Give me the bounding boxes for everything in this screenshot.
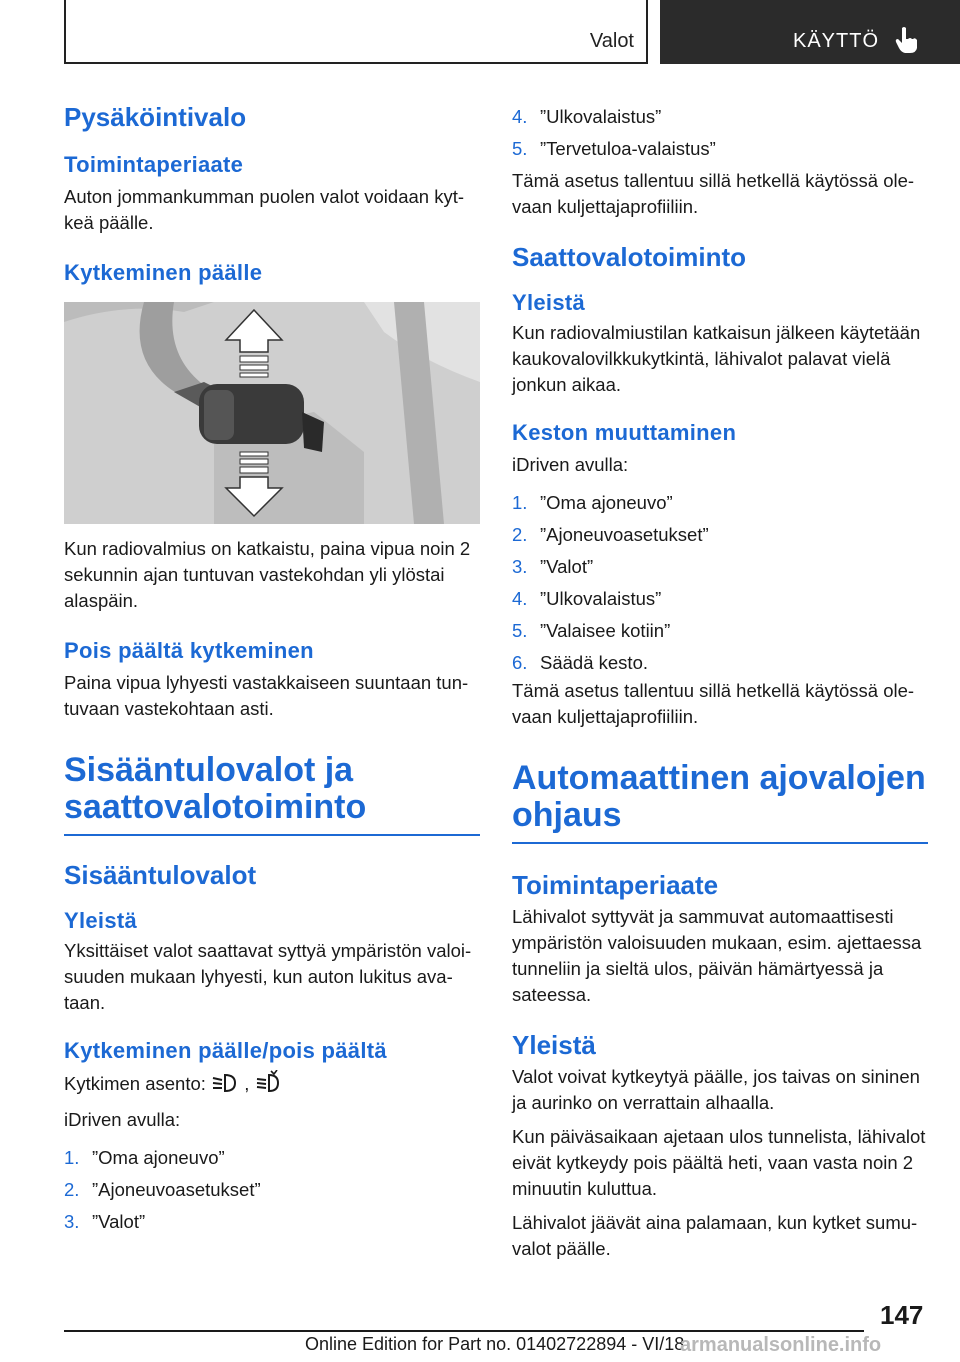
list-item: 4. ”Ulkovalaistus” [512,588,662,609]
automatic-headlight-icon [254,1070,282,1094]
steps-list-1 [64,1145,480,1235]
label-kytkimen-asento: Kytkimen asento: [64,1073,206,1094]
lever-illustration [64,302,480,524]
paragraph-toimintaperiaate-2: Lähivalot syttyvät ja sammuvat automaattisesti ympäristön valoisuuden mukaan, esim. ajettaessa tunneliin ja sieltä ulos, päivän hämärtyessä ja sateessa. [512,906,922,1005]
section-rule-automaattinen [512,760,928,844]
page-number: 147 [880,1300,924,1330]
paragraph-yleista-3b: Kun päiväsaikaan ajetaan ulos tunnelista, lähivalot eivät kytkeydy pois päältä heti, vaan vasta noin 2 minuutin kuluttua. [512,1126,926,1199]
section-rule-sisaantulo [64,752,480,836]
heading-toimintaperiaate: Toimintaperiaate [64,152,244,177]
footer-edition: Online Edition for Part no. 01402722894 - VI/18 [305,1334,685,1354]
hand-pointer-icon [894,26,920,54]
paragraph-kytkeminen: Kun radiovalmius on katkaistu, paina vipua noin 2 sekunnin ajan tuntuvan vastekohdan yli ylöstai alaspäin. [64,538,471,611]
heading-sisaantulovalot: Sisääntulovalot [64,860,257,890]
list-item: 6. Säädä kesto. [512,652,648,673]
paragraph-tallennus-1: Tämä asetus tallentuu sillä hetkellä käytössä olevaan kuljettajaprofiiliin. [512,170,915,217]
steps-list-continued [512,104,928,162]
paragraph-yleista-2: Kun radiovalmiustilan katkaisun jälkeen käytetään kaukovalovilkkukytkintä, lähivalot palavat vielä jonkun aikaa. [512,322,921,395]
watermark: armanualsonline.info [680,1334,882,1356]
list-item: 2. ”Ajoneuvoasetukset” [64,1179,261,1200]
header-section-box [64,0,648,64]
heading-kytkeminen-paalle: Kytkeminen päälle [64,260,263,285]
steps-list-2 [512,490,928,676]
paragraph-yleista-1: Yksittäiset valot saattavat syttyä ympäristön valoisuuden mukaan lyhyesti, kun auton lukitus avataan. [64,940,472,1013]
list-item: 3. ”Valot” [64,1211,146,1232]
heading-saattovalotoiminto: Saattovalotoiminto [512,242,747,272]
header-section-title: Valot [589,30,634,52]
list-item: 1. ”Oma ajoneuvo” [512,492,673,513]
list-item: 3. ”Valot” [512,556,594,577]
header-chapter-box [660,0,960,64]
heading-yleista-1: Yleistä [64,908,138,933]
paragraph-yleista-3c: Lähivalot jäävät aina palamaan, kun kytket sumuvalot päälle. [512,1212,918,1259]
paragraph-idrive-1: iDriven avulla: [64,1109,181,1130]
paragraph-kytkimen-asento [64,1070,480,1097]
paragraph-tallennus-2: Tämä asetus tallentuu sillä hetkellä käytössä olevaan kuljettajaprofiiliin. [512,680,915,727]
list-item: 5. ”Valaisee kotiin” [512,620,671,641]
paragraph-yleista-3a: Valot voivat kytkeytyä päälle, jos taivas on sininen ja aurinko on verrattain alhaalla. [512,1066,920,1113]
paragraph-toimintaperiaate: Auton jommankumman puolen valot voidaan kytkeä päälle. [64,186,465,233]
heading-toimintaperiaate-2: Toimintaperiaate [512,870,719,900]
right-column [512,104,928,1262]
paragraph-idrive-2: iDriven avulla: [512,454,629,475]
footer-rule [64,1330,864,1332]
heading-yleista-2: Yleistä [512,290,586,315]
low-beam-icon [211,1072,239,1094]
list-item: 4. ”Ulkovalaistus” [512,106,662,127]
list-item: 2. ”Ajoneuvoasetukset” [512,524,709,545]
left-column [64,100,480,1241]
heading-automaattinen-main: Automaattinen ajovalojen ohjaus [512,759,926,834]
heading-yleista-3: Yleistä [512,1030,596,1060]
heading-kytkeminen-paalle-pois: Kytkeminen päälle/pois päältä [64,1038,387,1063]
header-chapter-title: KÄYTTÖ [793,30,880,52]
heading-pysakointivalo: Pysäköintivalo [64,102,247,132]
list-item: 5. ”Tervetuloa-valaistus” [512,138,716,159]
lever-diagram [64,302,480,524]
heading-sisaantulovalot-main: Sisääntulovalot ja saattovalotoiminto [64,751,367,826]
heading-keston-muuttaminen: Keston muuttaminen [512,420,737,445]
list-item: 1. ”Oma ajoneuvo” [64,1147,225,1168]
paragraph-pois-paalta: Paina vipua lyhyesti vastakkaiseen suuntaan tuntuvaan vastekohtaan asti. [64,672,469,719]
separator-comma: , [244,1073,250,1094]
heading-pois-paalta: Pois päältä kytkeminen [64,638,314,663]
